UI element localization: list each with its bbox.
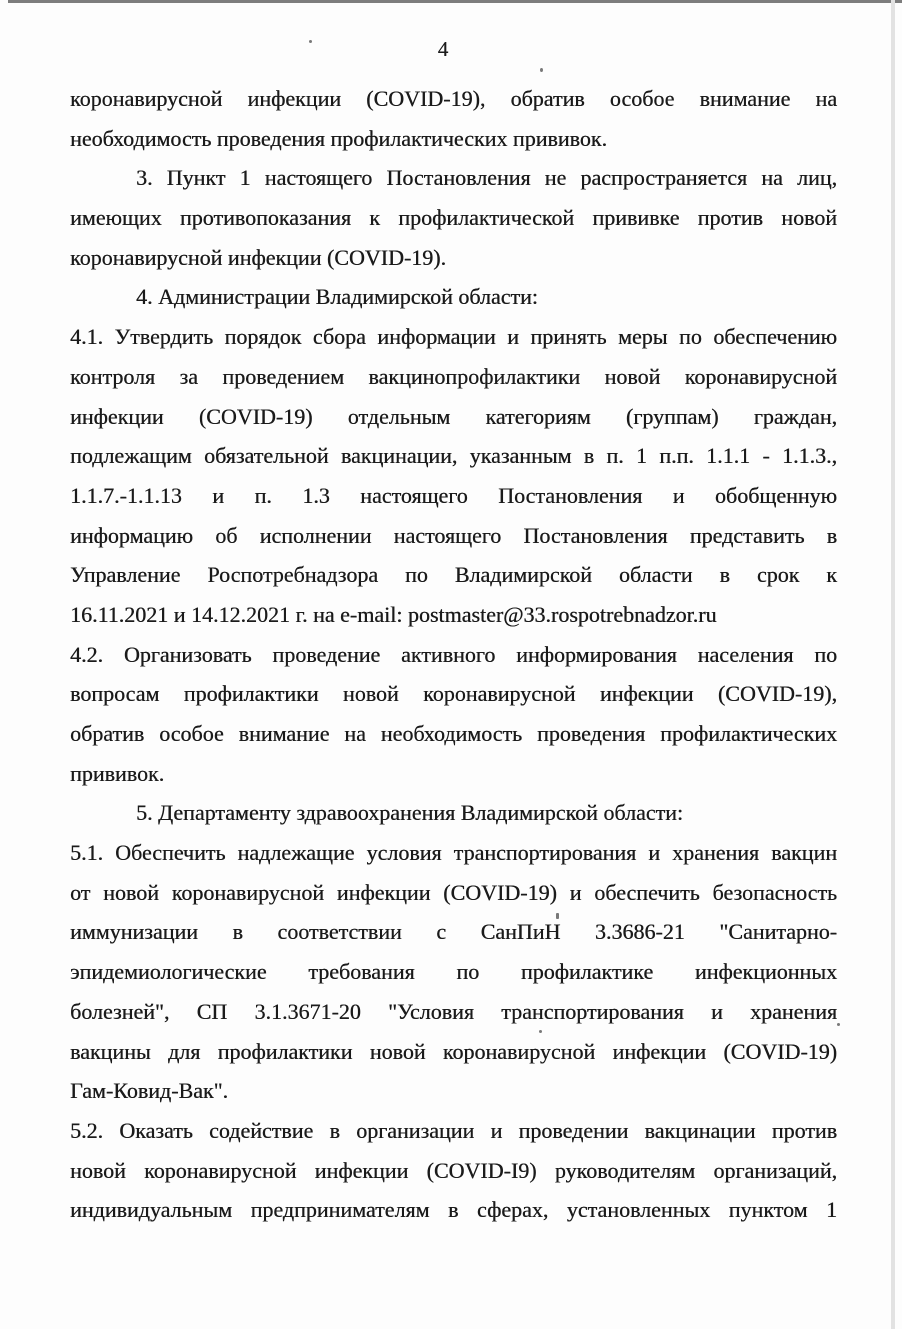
text-line: 5.2. Оказать содействие в организации и проведении вакцинации против (70, 1117, 837, 1143)
scan-speck (539, 1030, 542, 1033)
text-line: 3. Пункт 1 настоящего Постановления не распространяется на лиц, (136, 165, 837, 191)
text-line: необходимость проведения профилактических прививок. (70, 125, 607, 151)
text-line: коронавирусной инфекции (COVID-19), обратив особое внимание на (70, 86, 837, 111)
text-line: новой коронавирусной инфекции (COVID-I9) руководителям организаций, (70, 1157, 837, 1183)
scan-speck (309, 40, 312, 43)
text-line: 4. Администрации Владимирской области: (136, 284, 538, 310)
text-line: Управление Роспотребнадзора по Владимирской области в срок к (70, 562, 837, 588)
text-line: прививок. (70, 760, 165, 786)
text-line: эпидемиологические требования по профилактике инфекционных (70, 959, 837, 985)
text-line: подлежащим обязательной вакцинации, указанным в п. 1 п.п. 1.1.1 - 1.1.3., (70, 443, 837, 469)
text-line: Гам-Ковид-Вак". (70, 1078, 229, 1104)
document-body (70, 79, 837, 1230)
text-line: 16.11.2021 и 14.12.2021 г. на e-mail: postmaster@33.rospotrebnadzor.ru (70, 601, 717, 627)
scan-right-edge-line (891, 0, 895, 1329)
text-line: индивидуальным предпринимателям в сферах, установленных пунктом 1 (70, 1197, 837, 1223)
text-line: имеющих противопоказания к профилактической прививке против новой (70, 205, 837, 231)
text-line: 5.1. Обеспечить надлежащие условия транспортирования и хранения вакцин (70, 840, 837, 866)
page-number: 4 (437, 37, 449, 61)
text-line: иммунизации в соответствии с СанПиН 3.3686-21 "Санитарно- (70, 919, 837, 945)
text-line: обратив особое внимание на необходимость проведения профилактических (70, 721, 837, 746)
text-line: контроля за проведением вакцинопрофилактики новой коронавирусной (70, 363, 837, 389)
text-line: коронавирусной инфекции (COVID-19). (70, 244, 447, 270)
text-line: вопросам профилактики новой коронавирусной инфекции (COVID-19), (70, 681, 837, 707)
text-line: информацию об исполнении настоящего Постановления представить в (70, 522, 837, 548)
text-line: инфекции (COVID-19) отдельным категориям (группам) граждан, (70, 403, 837, 429)
text-line: болезней", СП 3.1.3671-20 "Условия транспортирования и хранения (70, 998, 837, 1024)
text-line: 4.2. Организовать проведение активного информирования населения по (70, 641, 837, 667)
text-line: 1.1.7.-1.1.13 и п. 1.3 настоящего Постановления и обобщенную (70, 482, 837, 508)
text-line: 5. Департаменту здравоохранения Владимирской области: (136, 800, 683, 826)
text-line: от новой коронавирусной инфекции (COVID-19) и обеспечить безопасность (70, 879, 837, 905)
scan-speck (837, 1023, 840, 1026)
scan-top-edge-line (8, 0, 902, 3)
scan-speck (540, 68, 543, 72)
text-line: 4.1. Утвердить порядок сбора информации и принять меры по обеспечению (70, 324, 837, 350)
scan-speck (556, 913, 559, 919)
text-line: вакцины для профилактики новой коронавирусной инфекции (COVID-19) (70, 1038, 837, 1064)
